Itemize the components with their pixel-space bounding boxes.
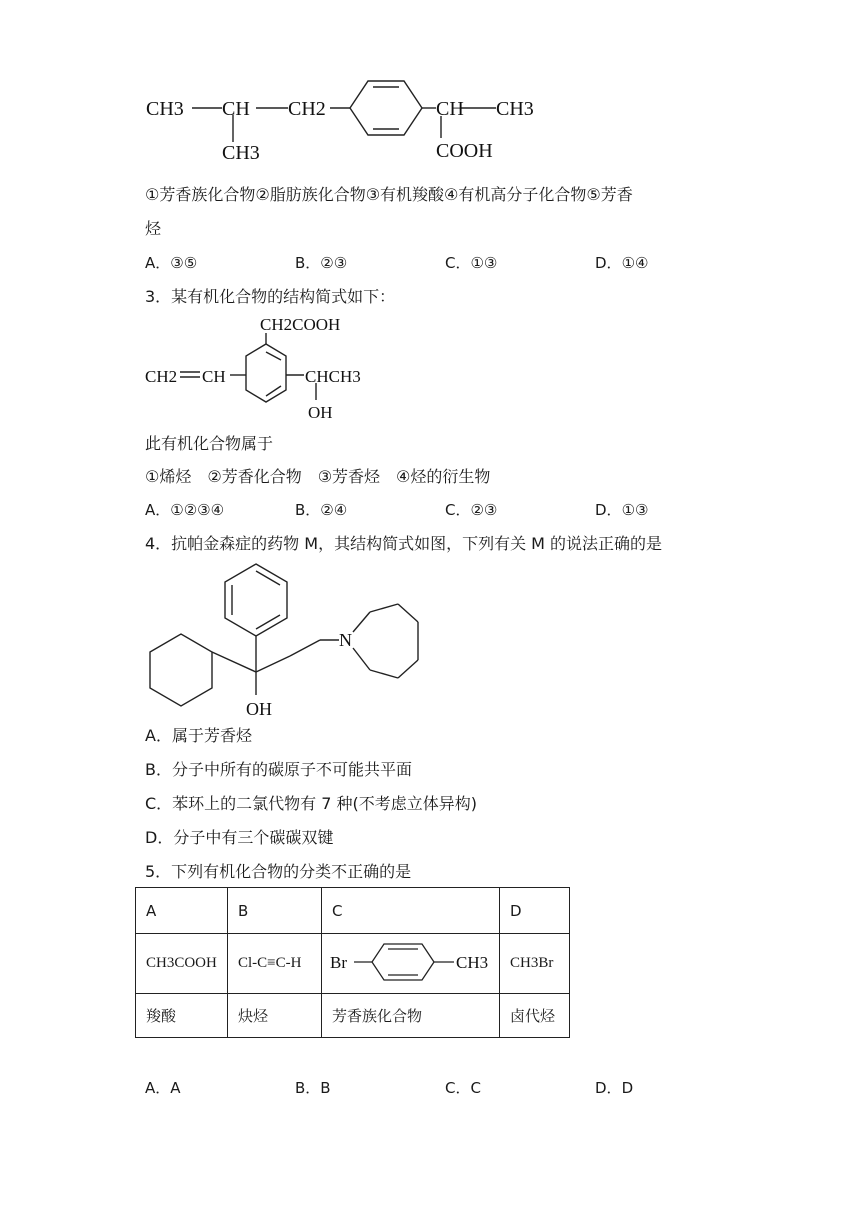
q2-label-ch3-left: CH3: [146, 98, 184, 120]
q2-label-ch: CH: [222, 98, 250, 120]
q5-label-ch3: CH3: [456, 953, 489, 972]
q5-label-br: Br: [330, 953, 347, 972]
q3-label-oh: OH: [308, 403, 333, 422]
q3-option-b[interactable]: B．②④: [295, 501, 348, 519]
q5-option-d[interactable]: D．D: [595, 1079, 634, 1097]
q4-option-a[interactable]: A．属于芳香烃: [145, 726, 252, 745]
table-row: [136, 994, 570, 1038]
q5-class-a: 羧酸: [136, 994, 228, 1038]
q2-label-ch3-right: CH3: [496, 98, 534, 120]
q5-header-b: B: [228, 888, 322, 934]
q3-label-ch2: CH2: [145, 367, 178, 386]
svg-text:CH2: [288, 98, 326, 120]
q3-label-ch2cooh: CH2COOH: [260, 315, 341, 334]
svg-text:CH: [222, 98, 250, 120]
q2-statements-line1: ①芳香族化合物②脂肪族化合物③有机羧酸④有机高分子化合物⑤芳香: [145, 185, 633, 204]
q4-option-b[interactable]: B．分子中所有的碳原子不可能共平面: [145, 760, 412, 779]
q5-class-b: 炔烃: [228, 994, 322, 1038]
q3-option-d[interactable]: D．①③: [595, 501, 649, 519]
q4-label-oh: OH: [246, 699, 272, 719]
svg-text:CHCH3: [305, 367, 361, 386]
q3-belongs: 此有机化合物属于: [145, 434, 274, 453]
q5-formula-d: CH3Br: [500, 934, 570, 994]
q5-option-c[interactable]: C．C: [445, 1079, 481, 1097]
q5-option-b[interactable]: B．B: [295, 1079, 331, 1097]
q3-label-ch: CH: [202, 367, 226, 386]
q3-structure: [140, 310, 380, 430]
svg-text:N: [339, 630, 352, 650]
q5-class-c: 芳香族化合物: [322, 994, 500, 1038]
q5-formula-b: Cl-C≡C-H: [228, 934, 322, 994]
q4-structure: [140, 560, 440, 725]
q3-option-c[interactable]: C．②③: [445, 501, 498, 519]
q2-option-c[interactable]: C．①③: [445, 254, 498, 272]
q2-label-cooh: COOH: [436, 140, 493, 162]
q3-statements: ①烯烃 ②芳香化合物 ③芳香烃 ④烃的衍生物: [145, 467, 491, 486]
q2-label-ch3-branch: CH3: [222, 142, 260, 164]
q3-option-a[interactable]: A．①②③④: [145, 501, 225, 519]
svg-text:CH2: [145, 367, 177, 386]
q4-option-d[interactable]: D．分子中有三个碳碳双键: [145, 828, 334, 847]
q2-statements-line2: 烃: [145, 219, 162, 238]
svg-text:CH3: [456, 953, 488, 972]
table-row: [136, 888, 570, 934]
q4-stem: 4．抗帕金森症的药物 M，其结构简式如图，下列有关 M 的说法正确的是: [145, 534, 663, 553]
q5-stem: 5．下列有机化合物的分类不正确的是: [145, 862, 412, 881]
q3-label-chch3: CHCH3: [305, 367, 361, 386]
q5-classification-table: [135, 887, 570, 1038]
q2-label-ch2: CH2: [288, 98, 326, 120]
q5-option-a[interactable]: A．A: [145, 1079, 181, 1097]
svg-text:CH2COOH: [260, 315, 340, 334]
table-row: [136, 934, 570, 994]
svg-text:COOH: [436, 140, 493, 162]
svg-text:OH: [308, 403, 333, 422]
q5-header-d: D: [500, 888, 570, 934]
q5-class-d: 卤代烃: [500, 994, 570, 1038]
q3-stem: 3．某有机化合物的结构简式如下：: [145, 287, 396, 306]
svg-text:CH: [202, 367, 226, 386]
q5-formula-a: CH3COOH: [136, 934, 228, 994]
q2-structure: [140, 70, 560, 170]
svg-text:CH3: [222, 142, 260, 164]
q4-option-c[interactable]: C．苯环上的二氯代物有 7 种(不考虑立体异构): [145, 794, 478, 813]
svg-text:Br: [330, 953, 347, 972]
q2-option-b[interactable]: B．②③: [295, 254, 348, 272]
q5-header-c: C: [322, 888, 500, 934]
q5-formula-c: [322, 934, 500, 994]
q2-option-a[interactable]: A．③⑤: [145, 254, 198, 272]
q5-header-a: A: [136, 888, 228, 934]
q5-bromotoluene-structure: [322, 934, 499, 989]
q4-label-n: N: [339, 630, 352, 650]
svg-text:OH: [246, 699, 272, 719]
svg-text:CH3: [496, 98, 534, 120]
svg-text:CH3: [146, 98, 184, 120]
q2-label-ch-right: CH: [436, 98, 464, 120]
q2-option-d[interactable]: D．①④: [595, 254, 649, 272]
svg-text:CH: [436, 98, 464, 120]
